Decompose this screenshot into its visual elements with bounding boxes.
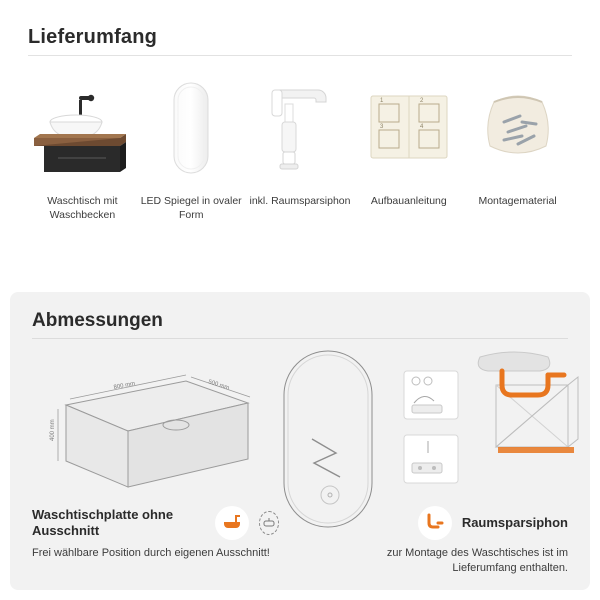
siphon-installation-drawing xyxy=(462,351,578,489)
list-item-label: inkl. Raumsparsiphon xyxy=(249,195,351,207)
svg-text:2: 2 xyxy=(419,98,424,104)
cutout-marker-icon xyxy=(259,511,279,535)
dimensions-footer xyxy=(32,506,568,576)
footer-right-title: Raumsparsiphon xyxy=(461,515,568,530)
list-item-label: Waschtisch mit Waschbecken xyxy=(47,195,118,221)
footer-note-left xyxy=(32,506,279,576)
list-item-label: LED Spiegel in ovaler Form xyxy=(140,195,242,221)
mounting-material-bag-icon xyxy=(463,74,572,178)
oval-mirror-icon xyxy=(137,74,246,178)
scope-items-list xyxy=(28,74,572,222)
list-item xyxy=(463,74,572,222)
svg-text:3: 3 xyxy=(379,124,384,130)
page-title: Lieferumfang xyxy=(28,26,158,48)
mounting-steps-drawing xyxy=(400,367,462,495)
mirror-drawing xyxy=(268,343,388,531)
siphon-icon xyxy=(418,506,452,540)
depth-label: 500 mm xyxy=(207,379,230,392)
svg-text:1: 1 xyxy=(379,98,384,104)
width-label: 800 mm xyxy=(113,380,136,391)
space-saving-trap-icon xyxy=(246,74,355,178)
footer-note-right xyxy=(321,506,568,576)
dimensions-title: Abmessungen xyxy=(32,310,163,331)
vanity-basin-icon xyxy=(28,74,137,178)
footer-left-subtitle: Frei wählbare Position durch eigenen Ausschnitt! xyxy=(32,547,270,559)
list-item-label: Montagematerial xyxy=(478,195,557,207)
svg-text:4: 4 xyxy=(419,124,424,130)
list-item xyxy=(246,74,355,222)
basin-cutout-icon xyxy=(215,506,249,540)
footer-right-subtitle: zur Montage des Waschtisches ist im Lieferumfang enthalten. xyxy=(386,547,568,574)
assembly-instructions-icon xyxy=(354,74,463,178)
footer-left-title: Waschtischplatte ohne Ausschnitt xyxy=(32,507,174,538)
scope-of-delivery-section xyxy=(0,0,600,280)
list-item-label: Aufbauanleitung xyxy=(370,195,447,207)
title-divider xyxy=(28,55,572,56)
dimensions-section xyxy=(10,292,590,590)
list-item xyxy=(354,74,463,222)
list-item xyxy=(137,74,246,222)
list-item xyxy=(28,74,137,222)
height-label: 400 mm xyxy=(50,419,56,441)
